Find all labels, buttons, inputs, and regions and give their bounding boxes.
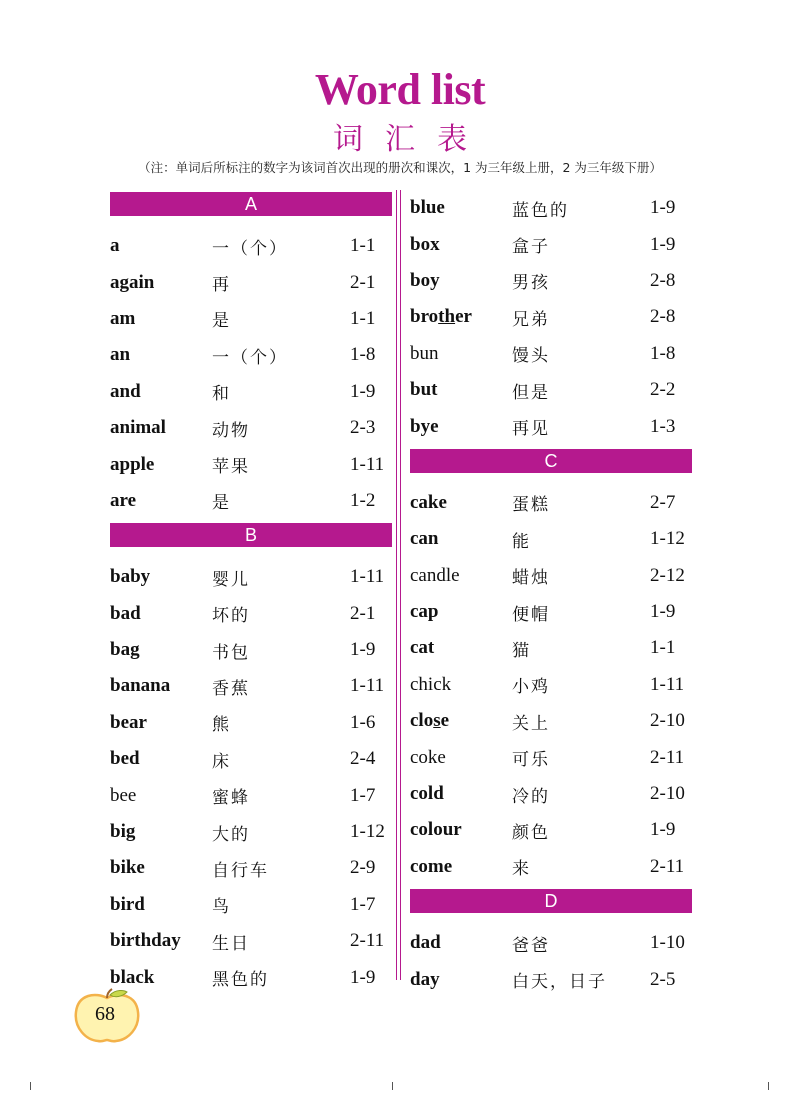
entry-word: can [410, 528, 439, 550]
section-d [410, 889, 692, 998]
entry-word: am [110, 307, 136, 329]
word-entry [110, 959, 392, 995]
entry-unit: 2-11 [650, 855, 685, 877]
entry-meaning: 蜡烛 [512, 568, 550, 589]
entry-unit: 2-9 [350, 857, 376, 879]
section-a [110, 192, 392, 519]
entry-word: bad [110, 602, 141, 624]
entry-meaning: 和 [212, 384, 231, 405]
letter-header: B [110, 523, 392, 547]
entry-word: a [110, 235, 120, 257]
word-entry [410, 558, 692, 594]
word-entry [410, 776, 692, 812]
word-entry [410, 703, 692, 739]
entry-word: coke [410, 746, 446, 768]
crop-mark [768, 1082, 769, 1090]
word-entry [410, 299, 692, 335]
entry-unit: 1-9 [650, 819, 676, 841]
entry-word: are [110, 489, 137, 511]
entry-word: apple [110, 453, 155, 475]
entry-unit: 2-7 [650, 491, 676, 513]
section-c [410, 449, 692, 885]
entry-word: and [110, 380, 141, 402]
entry-word: big [110, 821, 136, 843]
entry-word: again [110, 271, 155, 293]
entry-meaning: 大的 [212, 824, 250, 845]
entry-meaning: 苹果 [212, 457, 250, 478]
word-entry [110, 741, 392, 777]
entry-word: bee [110, 784, 137, 806]
word-entry [410, 372, 692, 408]
entry-unit: 2-1 [350, 271, 376, 293]
entry-word: bear [110, 711, 147, 733]
entry-meaning: 来 [512, 859, 531, 880]
entry-meaning: 再见 [512, 419, 550, 440]
entry-word: bun [410, 342, 439, 364]
entry-word: day [410, 968, 440, 990]
entry-meaning: 动物 [212, 420, 250, 441]
word-entry [110, 264, 392, 300]
entry-word: bye [410, 415, 439, 437]
entry-unit: 1-7 [350, 784, 376, 806]
entry-meaning: 关上 [512, 713, 550, 734]
entry-word: cap [410, 601, 439, 623]
entry-word: cat [410, 637, 435, 659]
entry-meaning: 兄弟 [512, 309, 550, 330]
letter-header: A [110, 192, 392, 216]
entry-meaning: 一（个） [212, 238, 288, 259]
word-entry [110, 887, 392, 923]
entry-meaning: 床 [212, 751, 231, 772]
entry-meaning: 再 [212, 275, 231, 296]
entry-unit: 1-1 [650, 637, 676, 659]
entry-meaning: 冷的 [512, 786, 550, 807]
entry-unit: 1-7 [350, 893, 376, 915]
word-entry [410, 263, 692, 299]
entry-word: but [410, 379, 438, 401]
entry-meaning: 便帽 [512, 604, 550, 625]
entry-word: box [410, 233, 440, 255]
word-entry [110, 301, 392, 337]
crop-mark [392, 1082, 393, 1090]
entry-meaning: 婴儿 [212, 569, 250, 590]
entry-meaning: 爸爸 [512, 935, 550, 956]
word-entry [110, 337, 392, 373]
entry-unit: 2-5 [650, 968, 676, 990]
usage-note: （注：单词后所标注的数字为该词首次出现的册次和课次，1 为三年级上册，2 为三年级下册） [138, 160, 662, 175]
entry-word: candle [410, 564, 460, 586]
entry-word: bag [110, 639, 140, 661]
entry-unit: 1-12 [350, 821, 385, 843]
word-entry [410, 408, 692, 444]
entry-meaning: 一（个） [212, 347, 288, 368]
word-entry [110, 559, 392, 595]
page-title: Word list [314, 65, 486, 114]
word-entry [410, 521, 692, 557]
word-entry [410, 336, 692, 372]
entry-meaning: 可乐 [512, 750, 550, 771]
entry-unit: 2-10 [650, 783, 685, 805]
entry-unit: 1-8 [350, 344, 376, 366]
entry-meaning: 熊 [212, 715, 231, 736]
word-entry [410, 961, 692, 997]
word-entry [410, 739, 692, 775]
word-entry [110, 814, 392, 850]
entry-meaning: 能 [512, 531, 531, 552]
word-entry [410, 925, 692, 961]
entry-word: colour [410, 819, 462, 841]
word-entry [410, 190, 692, 226]
word-entry [110, 632, 392, 668]
entry-unit: 1-9 [650, 233, 676, 255]
entry-unit: 2-10 [650, 710, 685, 732]
entry-unit: 2-2 [650, 379, 676, 401]
entry-meaning: 但是 [512, 382, 550, 403]
entry-meaning: 黑色的 [212, 970, 269, 991]
entry-word: come [410, 855, 453, 877]
entry-unit: 1-10 [650, 932, 685, 954]
word-entry [410, 226, 692, 262]
entry-word: chick [410, 673, 452, 695]
word-entry [110, 668, 392, 704]
entry-word: blue [410, 197, 445, 219]
word-entry [110, 596, 392, 632]
left-column [110, 190, 392, 996]
page-subtitle: 词汇表 [333, 122, 489, 157]
section-continued [410, 190, 692, 445]
letter-header: C [410, 449, 692, 473]
entry-unit: 1-9 [650, 601, 676, 623]
entry-unit: 2-4 [350, 748, 376, 770]
entry-meaning: 蜜蜂 [212, 788, 250, 809]
word-entry [110, 228, 392, 264]
word-entry [110, 850, 392, 886]
entry-unit: 2-1 [350, 602, 376, 624]
entry-unit: 2-3 [350, 417, 376, 439]
entry-unit: 1-6 [350, 711, 376, 733]
entry-unit: 2-8 [650, 269, 676, 291]
entry-word: bird [110, 893, 145, 915]
entry-meaning: 是 [212, 311, 231, 332]
entry-meaning: 是 [212, 493, 231, 514]
entry-unit: 2-11 [650, 746, 685, 768]
entry-unit: 2-11 [350, 930, 385, 952]
entry-word: bed [110, 748, 140, 770]
section-b [110, 523, 392, 996]
word-entry [110, 374, 392, 410]
entry-meaning: 小鸡 [512, 677, 550, 698]
word-entry [410, 485, 692, 521]
entry-unit: 1-2 [350, 489, 376, 511]
entry-meaning: 书包 [212, 642, 250, 663]
word-entry [110, 483, 392, 519]
entry-meaning: 生日 [212, 933, 250, 954]
entry-word: animal [110, 417, 166, 439]
entry-meaning: 蛋糕 [512, 495, 550, 516]
entry-word: brother [410, 306, 472, 328]
entry-meaning: 白天，日子 [512, 972, 607, 993]
entry-word: boy [410, 269, 440, 291]
entry-word: close [410, 710, 450, 732]
entry-meaning: 颜色 [512, 822, 550, 843]
entry-unit: 1-9 [350, 639, 376, 661]
word-entry [410, 630, 692, 666]
word-entry [110, 777, 392, 813]
entry-meaning: 自行车 [212, 860, 269, 881]
entry-word: banana [110, 675, 171, 697]
entry-meaning: 男孩 [512, 273, 550, 294]
entry-word: black [110, 966, 155, 988]
entry-meaning: 蓝色的 [512, 200, 569, 221]
entry-meaning: 香蕉 [212, 678, 250, 699]
entry-unit: 1-12 [650, 528, 685, 550]
crop-mark [30, 1082, 31, 1090]
entry-word: baby [110, 566, 151, 588]
entry-unit: 1-3 [650, 415, 676, 437]
entry-unit: 1-9 [650, 197, 676, 219]
entry-meaning: 鸟 [212, 897, 231, 918]
word-entry [110, 446, 392, 482]
entry-unit: 1-1 [350, 307, 376, 329]
entry-unit: 1-9 [350, 380, 376, 402]
entry-unit: 2-8 [650, 306, 676, 328]
entry-word: an [110, 344, 131, 366]
right-column [410, 190, 692, 998]
letter-header: D [410, 889, 692, 913]
entry-unit: 1-11 [350, 566, 385, 588]
entry-word: bike [110, 857, 145, 879]
entry-word: birthday [110, 930, 181, 952]
entry-word: cold [410, 783, 444, 805]
entry-meaning: 猫 [512, 640, 531, 661]
entry-unit: 1-11 [650, 673, 685, 695]
entry-word: cake [410, 491, 447, 513]
entry-meaning: 坏的 [212, 606, 250, 627]
entry-meaning: 盒子 [512, 237, 550, 258]
word-entry [410, 812, 692, 848]
entry-unit: 1-11 [350, 675, 385, 697]
entry-unit: 1-9 [350, 966, 376, 988]
entry-unit: 2-12 [650, 564, 685, 586]
word-entry [410, 667, 692, 703]
word-entry [110, 410, 392, 446]
word-entry [110, 705, 392, 741]
entry-unit: 1-1 [350, 235, 376, 257]
word-entry [410, 594, 692, 630]
word-entry [410, 849, 692, 885]
entry-unit: 1-11 [350, 453, 385, 475]
page-number: 68 [95, 1003, 115, 1025]
entry-meaning: 馒头 [512, 346, 550, 367]
entry-word: dad [410, 932, 441, 954]
word-entry [110, 923, 392, 959]
column-divider [396, 190, 401, 980]
entry-unit: 1-8 [650, 342, 676, 364]
